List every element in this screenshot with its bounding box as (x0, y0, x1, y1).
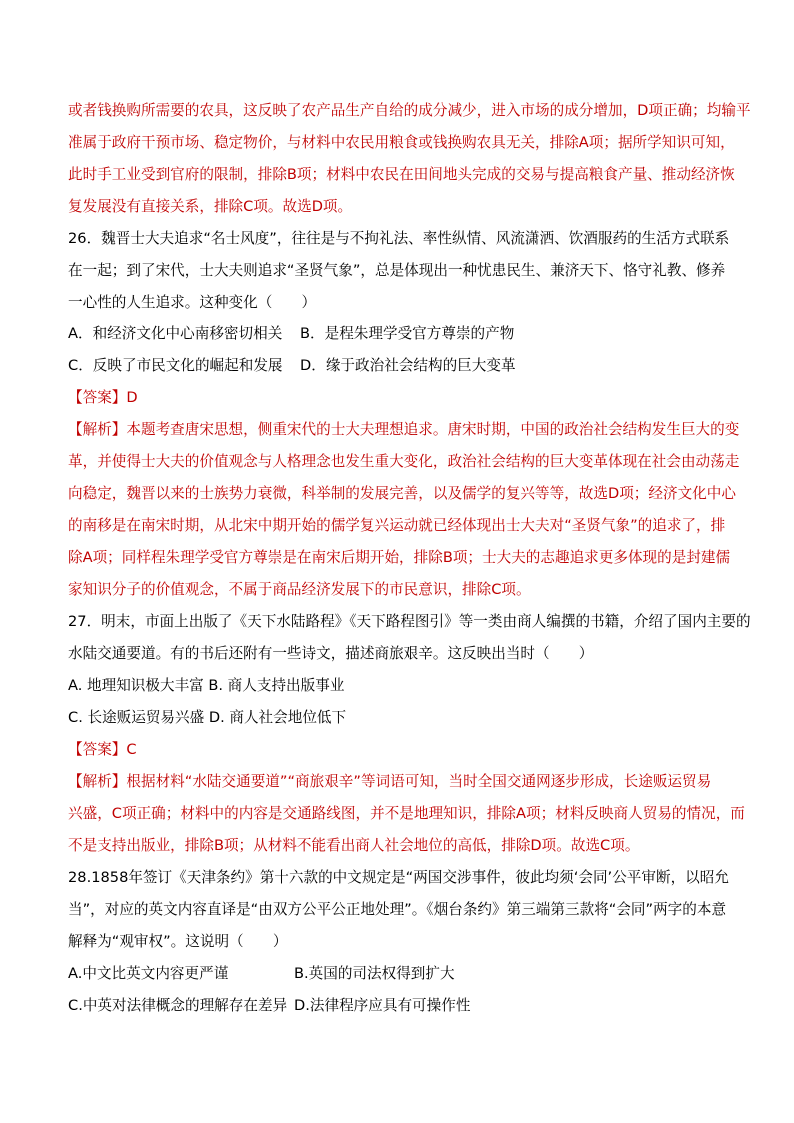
q27-answer (68, 740, 728, 760)
q27-answer-value: C (126, 741, 137, 758)
q28-option-b: B.英国的司法权得到扩大 (294, 965, 455, 982)
q27-analysis-label: 【解析】 (68, 773, 127, 790)
q26-analysis-line-4: 的南移是在南宋时期，从北宋中期开始的儒学复兴运动就已经体现出士大夫对“圣贤气象”的追求了，排 (68, 517, 726, 534)
q28-options-row-2 (68, 996, 728, 1016)
q27-options-row-2: C. 长途贩运贸易兴盛 D. 商人社会地位低下 (68, 709, 347, 726)
q26-option-b: B．是程朱理学受官方尊崇的产物 (300, 325, 515, 342)
q26-answer-label: 【答案】 (68, 389, 127, 406)
q26-option-c: C．反映了市民文化的崛起和发展 (68, 357, 283, 374)
q27-analysis-line-3: 不是支持出版业，排除B项；从材料不能看出商人社会地位的高低，排除D项。故选C项。 (68, 837, 640, 854)
q26-analysis-line-5: 除A项；同样程朱理学受官方尊崇是在南宋后期开始，排除B项；士大夫的志趣追求更多体现的是封建儒 (68, 549, 731, 566)
q26-answer (68, 388, 728, 408)
q27-analysis-line-2: 兴盛，C项正确；材料中的内容是交通路线图，并不是地理知识，排除A项；材料反映商人贸易的情况，而 (68, 805, 745, 822)
q27-analysis-text-1: 根据材料“水陆交通要道”“商旅艰辛”等词语可知，当时全国交通网逐步形成，长途贩运贸易 (126, 773, 712, 790)
q26-stem-line-2: 在一起；到了宋代，士大夫则追求“圣贤气象”，总是体现出一种忧患民生、兼济天下、恪守礼教、修养 (68, 262, 726, 279)
q28-options-row-1 (68, 964, 728, 984)
q28-stem-line-2: 当”，对应的英文内容直译是“由双方公平公正地处理”。《烟台条约》第三端第三款将“会同”两字的本意 (68, 901, 727, 918)
q28-stem-line-1: 28.1858年签订《天津条约》第十六款的中文规定是“两国交涉事件，彼此均须‘会同’公平审断，以昭允 (68, 869, 729, 886)
q26-option-d: D．缘于政治社会结构的巨大变革 (300, 357, 516, 374)
q26-stem-line-1: 26．魏晋士大夫追求“名士风度”，往往是与不拘礼法、率性纵情、风流潇洒、饮酒服药的生活方式联系 (68, 230, 730, 247)
q27-analysis-line-1 (68, 772, 728, 792)
q26-options-row-1 (68, 324, 728, 344)
q27-stem-line-2: 水陆交通要道。有的书后还附有一些诗文，描述商旅艰辛。这反映出当时（ ） (68, 645, 594, 662)
q26-analysis-label: 【解析】 (68, 421, 127, 438)
prev-analysis-line-2: 准属于政府干预市场、稳定物价，与材料中农民用粮食或钱换购农具无关，排除A项；据所学知识可知， (68, 134, 735, 151)
q27-options-row-1: A. 地理知识极大丰富 B. 商人支持出版事业 (68, 677, 345, 694)
prev-analysis-line-4: 复发展没有直接关系，排除C项。故选D项。 (68, 198, 353, 215)
q26-options-row-2 (68, 356, 728, 376)
q26-analysis-line-3: 向稳定，魏晋以来的士族势力衰微，科举制的发展完善，以及儒学的复兴等等，故选D项；经济文化中心 (68, 485, 736, 502)
q27-answer-label: 【答案】 (68, 741, 127, 758)
q28-option-a: A.中文比英文内容更严谨 (68, 965, 229, 982)
q26-analysis-line-1 (68, 420, 740, 440)
q26-option-a: A．和经济文化中心南移密切相关 (68, 325, 283, 342)
q26-analysis-text-1: 本题考查唐宋思想，侧重宋代的士大夫理想追求。唐宋时期，中国的政治社会结构发生巨大的变 (126, 421, 740, 438)
q28-option-d: D.法律程序应具有可操作性 (294, 997, 471, 1014)
q26-stem-line-3: 一心性的人生追求。这种变化（ ） (68, 294, 317, 311)
q28-option-c: C.中英对法律概念的理解存在差异 (68, 997, 288, 1014)
q27-stem-line-1: 27．明末，市面上出版了《天下水陆路程》《天下路程图引》等一类由商人编撰的书籍，介绍了国内主要的 (68, 613, 751, 630)
q28-stem-line-3: 解释为“观审权”。这说明（ ） (68, 933, 288, 950)
q26-analysis-line-6: 家知识分子的价值观念，不属于商品经济发展下的市民意识，排除C项。 (68, 581, 531, 598)
prev-analysis-line-1: 或者钱换购所需要的农具，这反映了农产品生产自给的成分减少，进入市场的成分增加，D项正确；均输平 (68, 102, 751, 119)
q26-answer-value: D (126, 389, 138, 406)
q26-analysis-line-2: 革，并使得士大夫的价值观念与人格理念也发生重大变化，政治社会结构的巨大变革体现在社会由动荡走 (68, 453, 740, 470)
prev-analysis-line-3: 此时手工业受到官府的限制，排除B项；材料中农民在田间地头完成的交易与提高粮食产量、推动经济恢 (68, 166, 735, 183)
